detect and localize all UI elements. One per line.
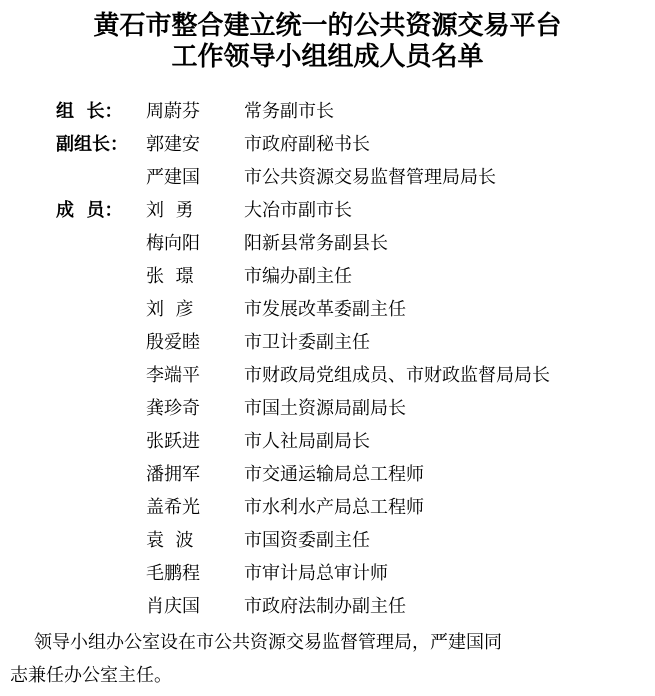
member-name: 刘 彦 xyxy=(146,299,194,320)
member-position: 大冶市副市长 xyxy=(244,200,352,221)
member-name: 郭建安 xyxy=(146,134,200,155)
member-position: 市水利水产局总工程师 xyxy=(244,497,424,518)
member-name: 李端平 xyxy=(146,365,200,386)
member-name: 张跃进 xyxy=(146,431,200,452)
member-name: 周蔚芬 xyxy=(146,101,200,122)
member-position: 常务副市长 xyxy=(244,101,334,122)
member-name: 龚珍奇 xyxy=(146,398,200,419)
roster-row xyxy=(0,491,655,524)
member-position: 市财政局党组成员、市财政监督局局长 xyxy=(244,365,550,386)
document-title-line-1: 黄石市整合建立统一的公共资源交易平台 xyxy=(93,11,562,41)
roster-row xyxy=(0,161,655,194)
member-position: 市国土资源局副局长 xyxy=(244,398,406,419)
member-name: 张 璟 xyxy=(146,266,194,287)
member-position: 市审计局总审计师 xyxy=(244,563,388,584)
roster-row xyxy=(0,260,655,293)
member-name: 潘拥军 xyxy=(146,464,200,485)
roster-row xyxy=(0,95,655,128)
member-position: 市人社局副局长 xyxy=(244,431,370,452)
office-note-line-2: 志兼任办公室主任。 xyxy=(10,665,172,686)
member-position: 阳新县常务副县长 xyxy=(244,233,388,254)
member-position: 市发展改革委副主任 xyxy=(244,299,406,320)
roster-row xyxy=(0,425,655,458)
roster-row xyxy=(0,557,655,590)
member-name: 严建国 xyxy=(146,167,200,188)
member-name: 刘 勇 xyxy=(146,200,194,221)
member-position: 市政府法制办副主任 xyxy=(244,596,406,617)
role-label: 成 员： xyxy=(56,200,123,221)
role-label: 副组长： xyxy=(56,134,128,155)
roster-row xyxy=(0,392,655,425)
member-position: 市公共资源交易监督管理局局长 xyxy=(244,167,496,188)
member-roster xyxy=(0,95,655,623)
member-position: 市编办副主任 xyxy=(244,266,352,287)
member-name: 盖希光 xyxy=(146,497,200,518)
roster-row xyxy=(0,293,655,326)
document-title-line-2: 工作领导小组组成人员名单 xyxy=(171,42,484,72)
member-position: 市卫计委副主任 xyxy=(244,332,370,353)
member-position: 市交通运输局总工程师 xyxy=(244,464,424,485)
roster-row xyxy=(0,458,655,491)
roster-row xyxy=(0,128,655,161)
role-label: 组 长： xyxy=(56,101,123,122)
member-position: 市国资委副主任 xyxy=(244,530,370,551)
office-note xyxy=(10,626,630,692)
member-name: 毛鹏程 xyxy=(146,563,200,584)
member-name: 肖庆国 xyxy=(146,596,200,617)
member-name: 袁 波 xyxy=(146,530,194,551)
member-position: 市政府副秘书长 xyxy=(244,134,370,155)
roster-row xyxy=(0,359,655,392)
office-note-line-1: 领导小组办公室设在市公共资源交易监督管理局，严建国同 xyxy=(34,632,502,653)
roster-row xyxy=(0,326,655,359)
roster-row xyxy=(0,227,655,260)
roster-row xyxy=(0,524,655,557)
roster-row xyxy=(0,590,655,623)
member-name: 梅向阳 xyxy=(146,233,200,254)
roster-row xyxy=(0,194,655,227)
member-name: 殷爱睦 xyxy=(146,332,200,353)
